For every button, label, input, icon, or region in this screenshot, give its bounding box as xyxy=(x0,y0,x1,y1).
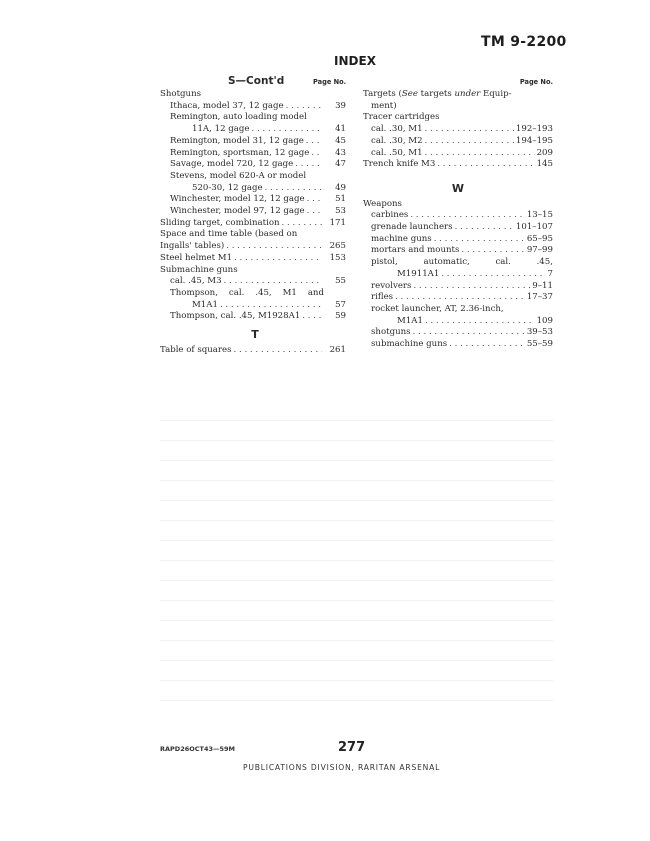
page-ref: 39–53 xyxy=(526,327,553,338)
index-entry-submachine-guns: submachine guns . . . 55–59 xyxy=(363,339,553,351)
right-column-header xyxy=(363,76,553,89)
page-ref: 59 xyxy=(335,311,346,322)
page-ref: 13–15 xyxy=(526,210,553,221)
page-ref: 261 xyxy=(329,344,346,355)
page-ref: 145 xyxy=(536,159,553,170)
page-ref: 51 xyxy=(335,194,346,205)
index-entry-steel-helmet: Steel helmet M1 . . . 153 xyxy=(160,253,350,265)
index-entry-sliding-target: Sliding target, combination . . . 171 xyxy=(160,218,350,230)
index-entry-remington-auto-line1: Remington, auto loading model xyxy=(170,112,307,123)
page-ref: 53 xyxy=(335,206,346,217)
index-entry-revolvers: revolvers . . . 9–11 xyxy=(363,281,553,293)
page-number: 277 xyxy=(338,740,366,755)
index-entry-remington-auto-line2: 11A, 12 gage . . . 41 xyxy=(160,124,350,136)
index-entry-tracer-cal30-m1: cal. .30, M1 . . . 192–193 xyxy=(363,124,553,136)
page-ref: 55–59 xyxy=(526,339,553,350)
index-entry-winchester-12: Winchester, model 12, 12 gage . . . 51 xyxy=(160,194,350,206)
page-ref: 171 xyxy=(329,217,346,228)
page-ref: 101–107 xyxy=(515,222,553,233)
index-entry-space-time-line1: Space and time table (based on xyxy=(160,229,298,240)
index-entry-carbines: carbines . . . 13–15 xyxy=(363,210,553,222)
index-title: INDEX xyxy=(334,54,376,68)
page-ref: 43 xyxy=(335,147,346,158)
index-entry-rifles: rifles . . . 17–37 xyxy=(363,292,553,304)
page-ref: 265 xyxy=(329,241,346,252)
index-entry-thompson-m1-line1: Thompson, cal. .45, M1 and xyxy=(170,287,324,298)
page-ref: 7 xyxy=(547,268,553,279)
index-heading-submachine-guns: Submachine guns xyxy=(160,264,238,275)
index-entry-cal45-m3: cal. .45, M3 . . . 55 xyxy=(160,276,350,288)
page-ref: 9–11 xyxy=(532,280,553,291)
index-entry-shotguns: shotguns . . . 39–53 xyxy=(363,327,553,339)
index-entry-trench-knife: Trench knife M3 . . . 145 xyxy=(363,159,553,171)
index-entry-stevens-line1: Stevens, model 620-A or model xyxy=(170,170,307,181)
index-entry-rocket-line2: M1A1 . . . 109 xyxy=(363,316,553,328)
index-heading-shotguns: Shotguns xyxy=(160,89,202,99)
page-ref: 55 xyxy=(335,276,346,287)
page-ref: 39 xyxy=(335,100,346,111)
index-right-column xyxy=(363,76,553,351)
section-heading-w: W xyxy=(451,181,465,195)
index-entry-pistol-line1: pistol, automatic, cal. .45, xyxy=(371,257,553,268)
page-ref: 17–37 xyxy=(526,292,553,303)
index-entry-rocket-line1: rocket launcher, AT, 2.36-inch, xyxy=(371,303,504,314)
page-no-label-right: Page No. xyxy=(519,78,553,86)
index-left-column xyxy=(160,76,350,356)
index-entry-thompson-m1-line2: M1A1 . . . 57 xyxy=(160,300,350,312)
index-entry-remington-sportsman: Remington, sportsman, 12 gage . . . 43 xyxy=(160,148,350,160)
index-entry-targets-line2: ment) xyxy=(371,100,397,111)
publisher-line: PUBLICATIONS DIVISION, RARITAN ARSENAL xyxy=(243,763,441,772)
print-code: RAPD26OCT43—59M xyxy=(160,745,236,753)
index-entry-thompson-m1928a1: Thompson, cal. .45, M1928A1 . . . 59 xyxy=(160,311,350,323)
index-entry-winchester-97: Winchester, model 97, 12 gage . . . 53 xyxy=(160,206,350,218)
page-ref: 192–193 xyxy=(515,124,553,135)
page-ref: 97–99 xyxy=(526,245,553,256)
index-heading-weapons: Weapons xyxy=(363,198,402,209)
index-entry-ithaca: Ithaca, model 37, 12 gage . . . 39 xyxy=(160,101,350,113)
page-ref: 57 xyxy=(335,299,346,310)
index-entry-savage-720: Savage, model 720, 12 gage . . . 47 xyxy=(160,159,350,171)
index-entry-table-of-squares: Table of squares . . . 261 xyxy=(160,345,350,357)
index-entry-pistol-line2: M1911A1 . . . 7 xyxy=(363,269,553,281)
page-ref: 65–95 xyxy=(526,233,553,244)
index-entry-remington-31: Remington, model 31, 12 gage . . . 45 xyxy=(160,136,350,148)
page-ref: 45 xyxy=(335,135,346,146)
page-ref: 47 xyxy=(335,159,346,170)
index-entry-machine-guns: machine guns . . . 65–95 xyxy=(363,234,553,246)
index-entry-grenade-launchers: grenade launchers . . . 101–107 xyxy=(363,222,553,234)
page-ref: 194–195 xyxy=(515,135,553,146)
index-entry-mortars: mortars and mounts . . . 97–99 xyxy=(363,245,553,257)
page-ref: 41 xyxy=(335,124,346,135)
page-no-label-left: Page No. xyxy=(313,78,347,86)
section-heading-t: T xyxy=(251,328,259,342)
tm-number: TM 9-2200 xyxy=(481,34,567,50)
index-entry-targets-line1: Targets (See targets under Equip- xyxy=(363,89,512,99)
page-ref: 153 xyxy=(329,252,346,263)
index-heading-tracer-cartridges: Tracer cartridges xyxy=(363,112,440,123)
page-ref: 109 xyxy=(536,315,553,326)
section-heading-s-contd: S—Cont'd xyxy=(228,75,285,87)
page-ref: 49 xyxy=(335,182,346,193)
index-entry-tracer-cal50-m1: cal. .50, M1 . . . 209 xyxy=(363,148,553,160)
index-entry-stevens-line2: 520-30, 12 gage . . . 49 xyxy=(160,183,350,195)
index-entry-space-time-line2: Ingalls' tables) . . . 265 xyxy=(160,241,350,253)
left-column-header xyxy=(160,76,350,89)
page-ref: 209 xyxy=(536,147,553,158)
index-entry-tracer-cal30-m2: cal. .30, M2 . . . 194–195 xyxy=(363,136,553,148)
